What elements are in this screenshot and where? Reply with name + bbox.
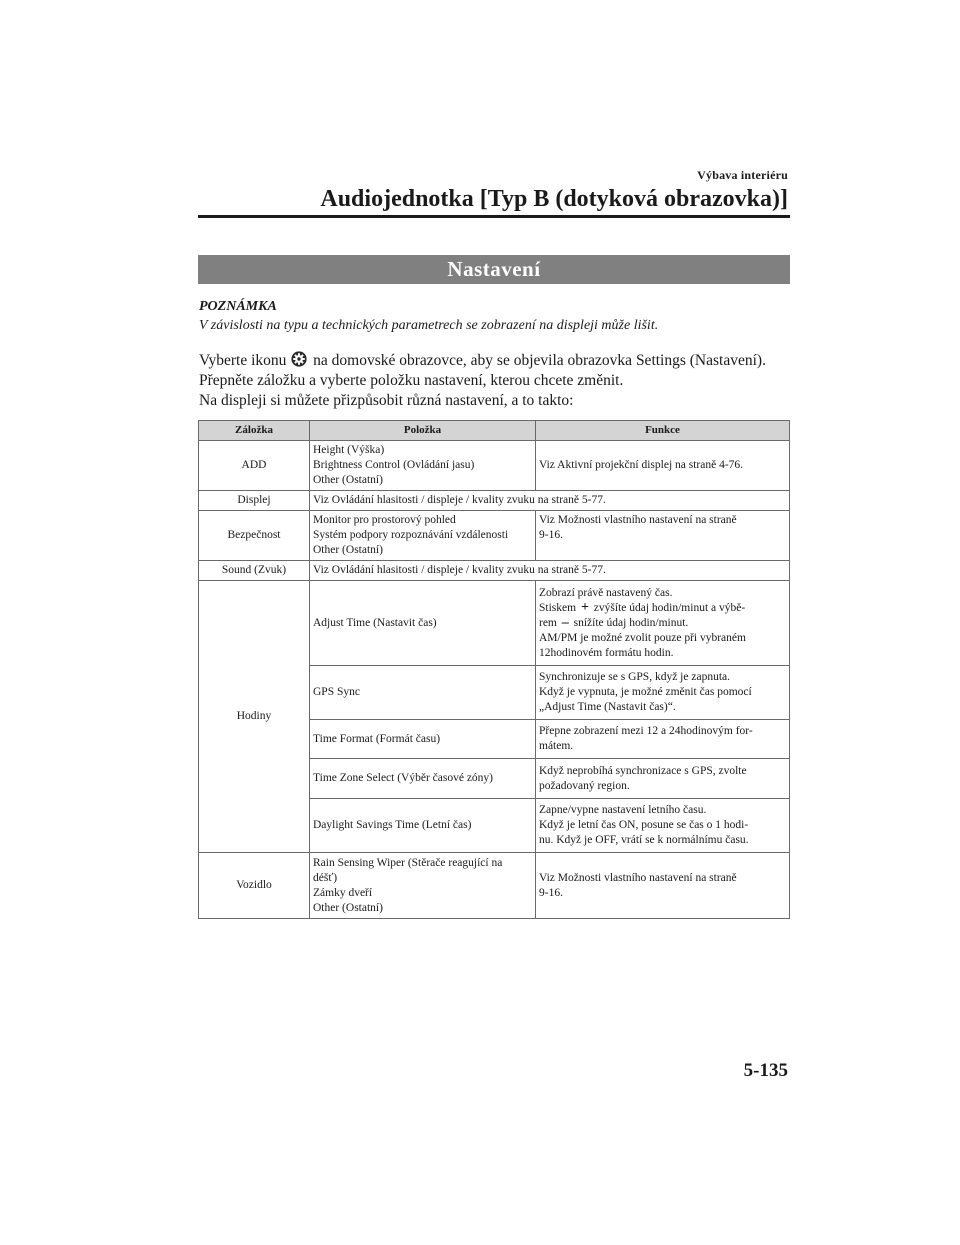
func-add: Viz Aktivní projekční displej na straně 4-76. <box>536 441 790 491</box>
func-line: Přepne zobrazení mezi 12 a 24hodinovým for- <box>539 725 753 737</box>
func-line: mátem. <box>539 740 574 752</box>
item-brightness: Brightness Control (Ovládání jasu) <box>313 459 475 471</box>
intro-line-3: Na displeji si můžete přizpůsobit různá nastavení, a to takto: <box>199 392 574 409</box>
func-text: snížíte údaj hodin/minut. <box>573 616 689 629</box>
item-other: Other (Ostatní) <box>313 474 383 486</box>
item-time-format: Time Format (Formát času) <box>310 720 536 759</box>
note-heading: POZNÁMKA <box>199 299 277 314</box>
gear-icon <box>291 351 307 367</box>
func-line: „Adjust Time (Nastavit čas)“. <box>539 701 676 713</box>
func-line: nu. Když je OFF, vrátí se k normálnímu času. <box>539 834 749 846</box>
header-function: Funkce <box>536 421 790 441</box>
table-row-displej <box>199 491 790 511</box>
func-line: 9-16. <box>539 529 563 541</box>
item-rain-wiper: Rain Sensing Wiper (Stěrače reagující na <box>313 856 503 869</box>
item-distance-support: Systém podpory rozpoznávání vzdálenosti <box>313 529 509 541</box>
func-line: AM/PM je možné zvolit pouze při vybraném <box>539 631 746 644</box>
intro-line-1 <box>199 351 766 370</box>
tab-bezpecnost: Bezpečnost <box>199 511 310 561</box>
title-rule <box>198 215 790 218</box>
func-line: 12hodinovém formátu hodin. <box>539 646 674 659</box>
item-time-zone: Time Zone Select (Výběr časové zóny) <box>310 759 536 799</box>
func-line: Když neprobíhá synchronizace s GPS, zvolte <box>539 764 747 777</box>
func-text: zvýšíte údaj hodin/minut a výbě- <box>593 601 746 614</box>
tab-displej: Displej <box>199 491 310 511</box>
item-surround-monitor: Monitor pro prostorový pohled <box>313 514 456 526</box>
header-tab: Záložka <box>199 421 310 441</box>
func-daylight-savings <box>536 799 790 853</box>
func-text: rem <box>539 616 557 629</box>
plus-icon: + <box>580 599 589 615</box>
func-vozidlo <box>536 853 790 919</box>
func-time-zone <box>536 759 790 799</box>
item-other: Other (Ostatní) <box>313 544 383 556</box>
item-gps-sync: GPS Sync <box>310 666 536 720</box>
chapter-title: Audiojednotka [Typ B (dotyková obrazovka)] <box>320 186 788 212</box>
tab-vozidlo: Vozidlo <box>199 853 310 919</box>
table-header-row <box>199 421 790 441</box>
item-adjust-time: Adjust Time (Nastavit čas) <box>310 581 536 666</box>
item-height: Height (Výška) <box>313 444 385 456</box>
func-line: Zapne/vypne nastavení letního času. <box>539 804 707 816</box>
table-row-bezpecnost <box>199 511 790 561</box>
header-item: Položka <box>310 421 536 441</box>
func-line: Zobrazí právě nastavený čas. <box>539 586 673 599</box>
tab-sound: Sound (Zvuk) <box>199 561 310 581</box>
func-sound: Viz Ovládání hlasitosti / displeje / kvality zvuku na straně 5-77. <box>310 561 790 581</box>
minus-icon: – <box>561 614 569 630</box>
func-line <box>539 616 786 631</box>
page-number: 5-135 <box>743 1060 788 1081</box>
func-displej: Viz Ovládání hlasitosti / displeje / kvality zvuku na straně 5-77. <box>310 491 790 511</box>
tab-add: ADD <box>199 441 310 491</box>
item-cell-vozidlo <box>310 853 536 919</box>
func-line: požadovaný region. <box>539 779 630 792</box>
func-gps-sync <box>536 666 790 720</box>
func-time-format <box>536 720 790 759</box>
section-banner: Nastavení <box>198 255 790 284</box>
func-line: Viz Možnosti vlastního nastavení na straně <box>539 514 737 526</box>
func-line: Když je letní čas ON, posune se čas o 1 hodi- <box>539 819 749 831</box>
table-row-vozidlo <box>199 853 790 919</box>
item-cell-bezpecnost <box>310 511 536 561</box>
table-row-hodiny-adjust <box>199 581 790 666</box>
func-line: Viz Možnosti vlastního nastavení na straně <box>539 871 737 884</box>
note-text: V závislosti na typu a technických parametrech se zobrazení na displeji může lišit. <box>199 318 659 333</box>
item-other: Other (Ostatní) <box>313 901 383 914</box>
func-line <box>539 601 786 616</box>
intro-line-1-end: na domovské obrazovce, aby se objevila obrazovka Settings (Nastavení). <box>313 352 766 369</box>
func-line: Když je vypnuta, je možné změnit čas pomocí <box>539 686 752 698</box>
item-rain-wiper-cont: déšť) <box>313 871 338 884</box>
section-label: Výbava interiéru <box>697 168 788 182</box>
func-text: Stiskem <box>539 601 577 614</box>
tab-hodiny: Hodiny <box>199 581 310 853</box>
intro-line-2: Přepněte záložku a vyberte položku nastavení, kterou chcete změnit. <box>199 372 624 389</box>
item-daylight-savings: Daylight Savings Time (Letní čas) <box>310 799 536 853</box>
func-adjust-time <box>536 581 790 666</box>
settings-table <box>198 420 790 919</box>
item-door-locks: Zámky dveří <box>313 886 373 899</box>
func-line: 9-16. <box>539 886 563 899</box>
func-bezpecnost <box>536 511 790 561</box>
intro-line-1-start: Vyberte ikonu <box>199 352 287 369</box>
func-line: Synchronizuje se s GPS, když je zapnuta. <box>539 671 730 683</box>
item-cell-add <box>310 441 536 491</box>
table-row-add <box>199 441 790 491</box>
table-row-sound <box>199 561 790 581</box>
